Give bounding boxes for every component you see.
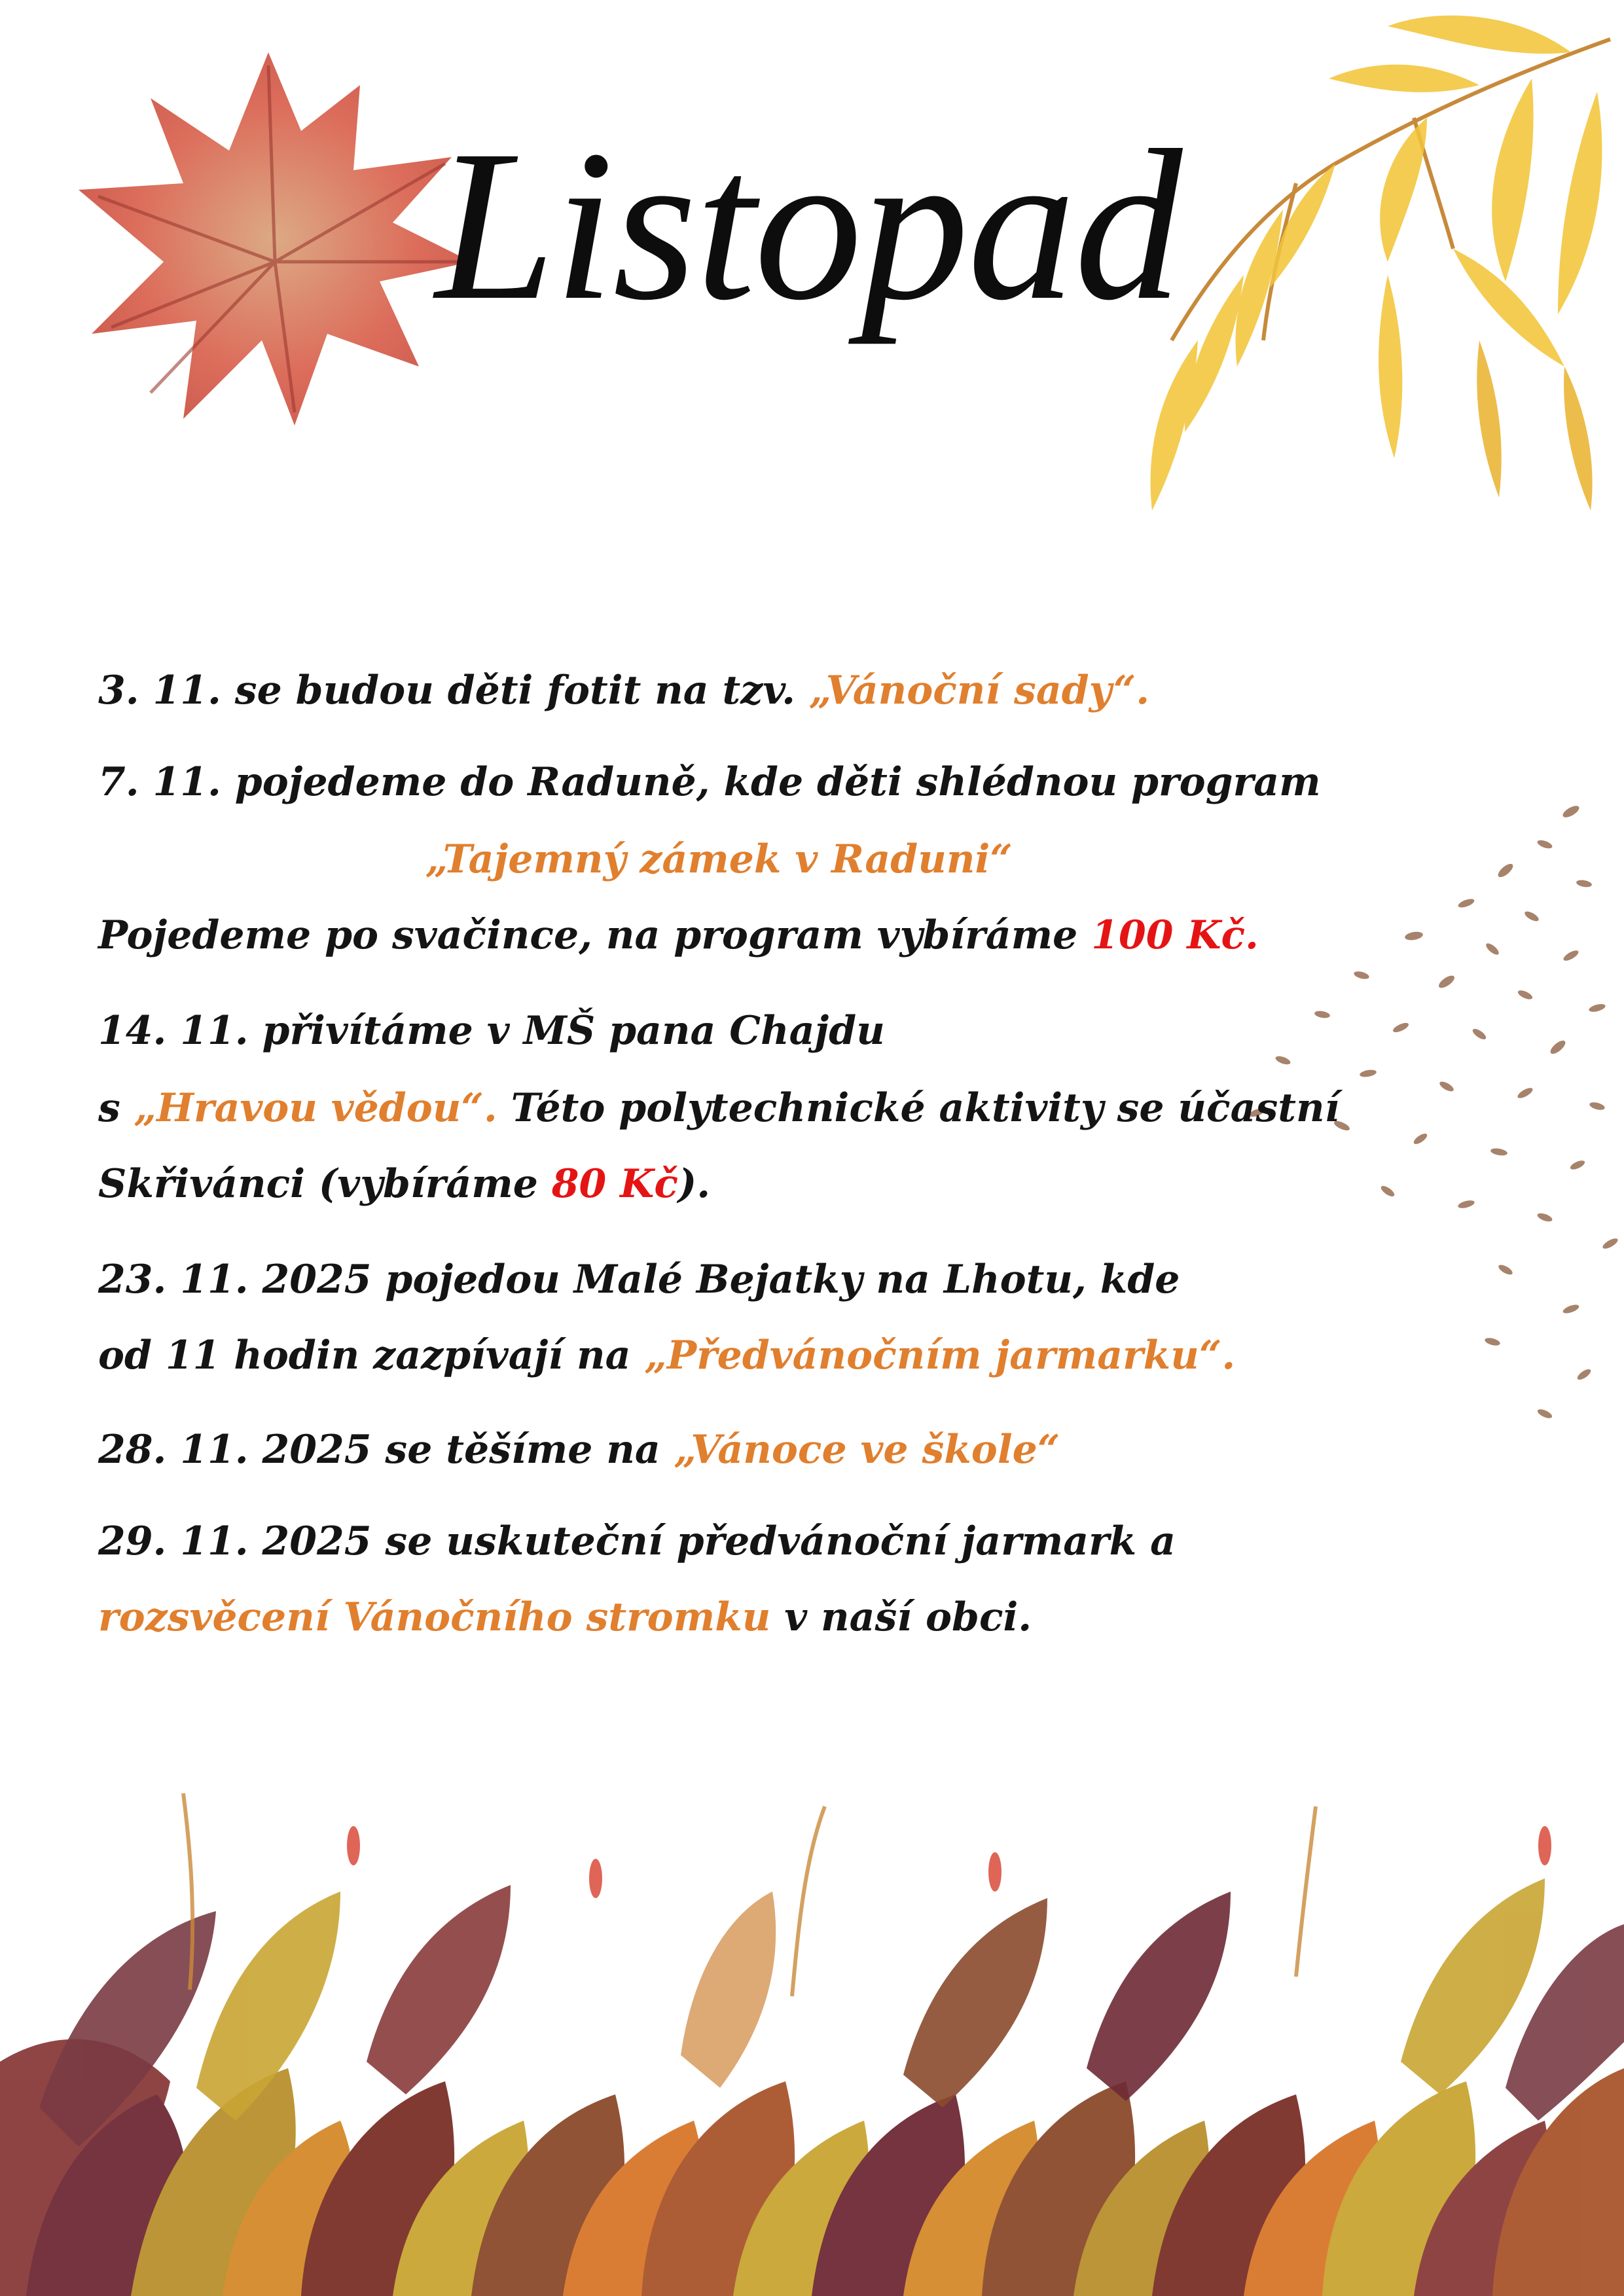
autumn-leaves-border-icon (0, 1780, 1624, 2296)
red-maple-leaf-icon (52, 26, 497, 471)
page-title: Listopad (435, 106, 1182, 345)
event-text: ). (677, 1161, 711, 1207)
event-text: 29. 11. 2025 se uskuteční předvánoční jarmark a (98, 1518, 1176, 1564)
event-line (98, 1427, 1060, 1473)
price-text: 80 Kč (551, 1161, 678, 1207)
event-text: 3. 11. se budou děti fotit na tzv. (98, 668, 809, 713)
event-text: s (98, 1085, 134, 1131)
event-line (98, 912, 1259, 958)
event-line (98, 1008, 885, 1054)
highlight-text: „Vánoční sady“. (808, 668, 1150, 713)
event-line (98, 1518, 1176, 1564)
event-line (425, 836, 1013, 882)
event-line (98, 759, 1321, 805)
highlight-text: rozsvěcení Vánočního stromku (98, 1594, 771, 1640)
event-line (98, 1161, 710, 1207)
event-text: od 11 hodin zazpívají na (98, 1333, 645, 1378)
event-line (98, 668, 1149, 713)
event-line (98, 1594, 1032, 1640)
highlight-text: „Předvánočním jarmarku“. (644, 1333, 1236, 1378)
event-text: 23. 11. 2025 pojedou Malé Bejatky na Lhotu, kde (98, 1257, 1180, 1302)
highlight-text: „Hravou vědou“. (134, 1085, 497, 1131)
event-text: Skřivánci (vybíráme (98, 1161, 552, 1207)
highlight-text: „Tajemný zámek v Raduni“ (425, 836, 1013, 882)
event-text: 28. 11. 2025 se těšíme na (98, 1427, 674, 1473)
event-text: 14. 11. přivítáme v MŠ pana Chajdu (98, 1008, 885, 1054)
event-text: Této polytechnické aktivity se účastní (497, 1085, 1340, 1131)
event-line (98, 1257, 1180, 1302)
event-line (98, 1333, 1235, 1378)
price-text: 100 Kč. (1091, 912, 1259, 958)
event-text: v naší obci. (770, 1594, 1032, 1640)
event-text: Pojedeme po svačince, na program vybíráme (98, 912, 1092, 958)
event-text: 7. 11. pojedeme do Raduně, kde děti shlédnou program (98, 759, 1321, 805)
highlight-text: „Vánoce ve škole“ (674, 1427, 1060, 1473)
event-line (98, 1085, 1339, 1131)
